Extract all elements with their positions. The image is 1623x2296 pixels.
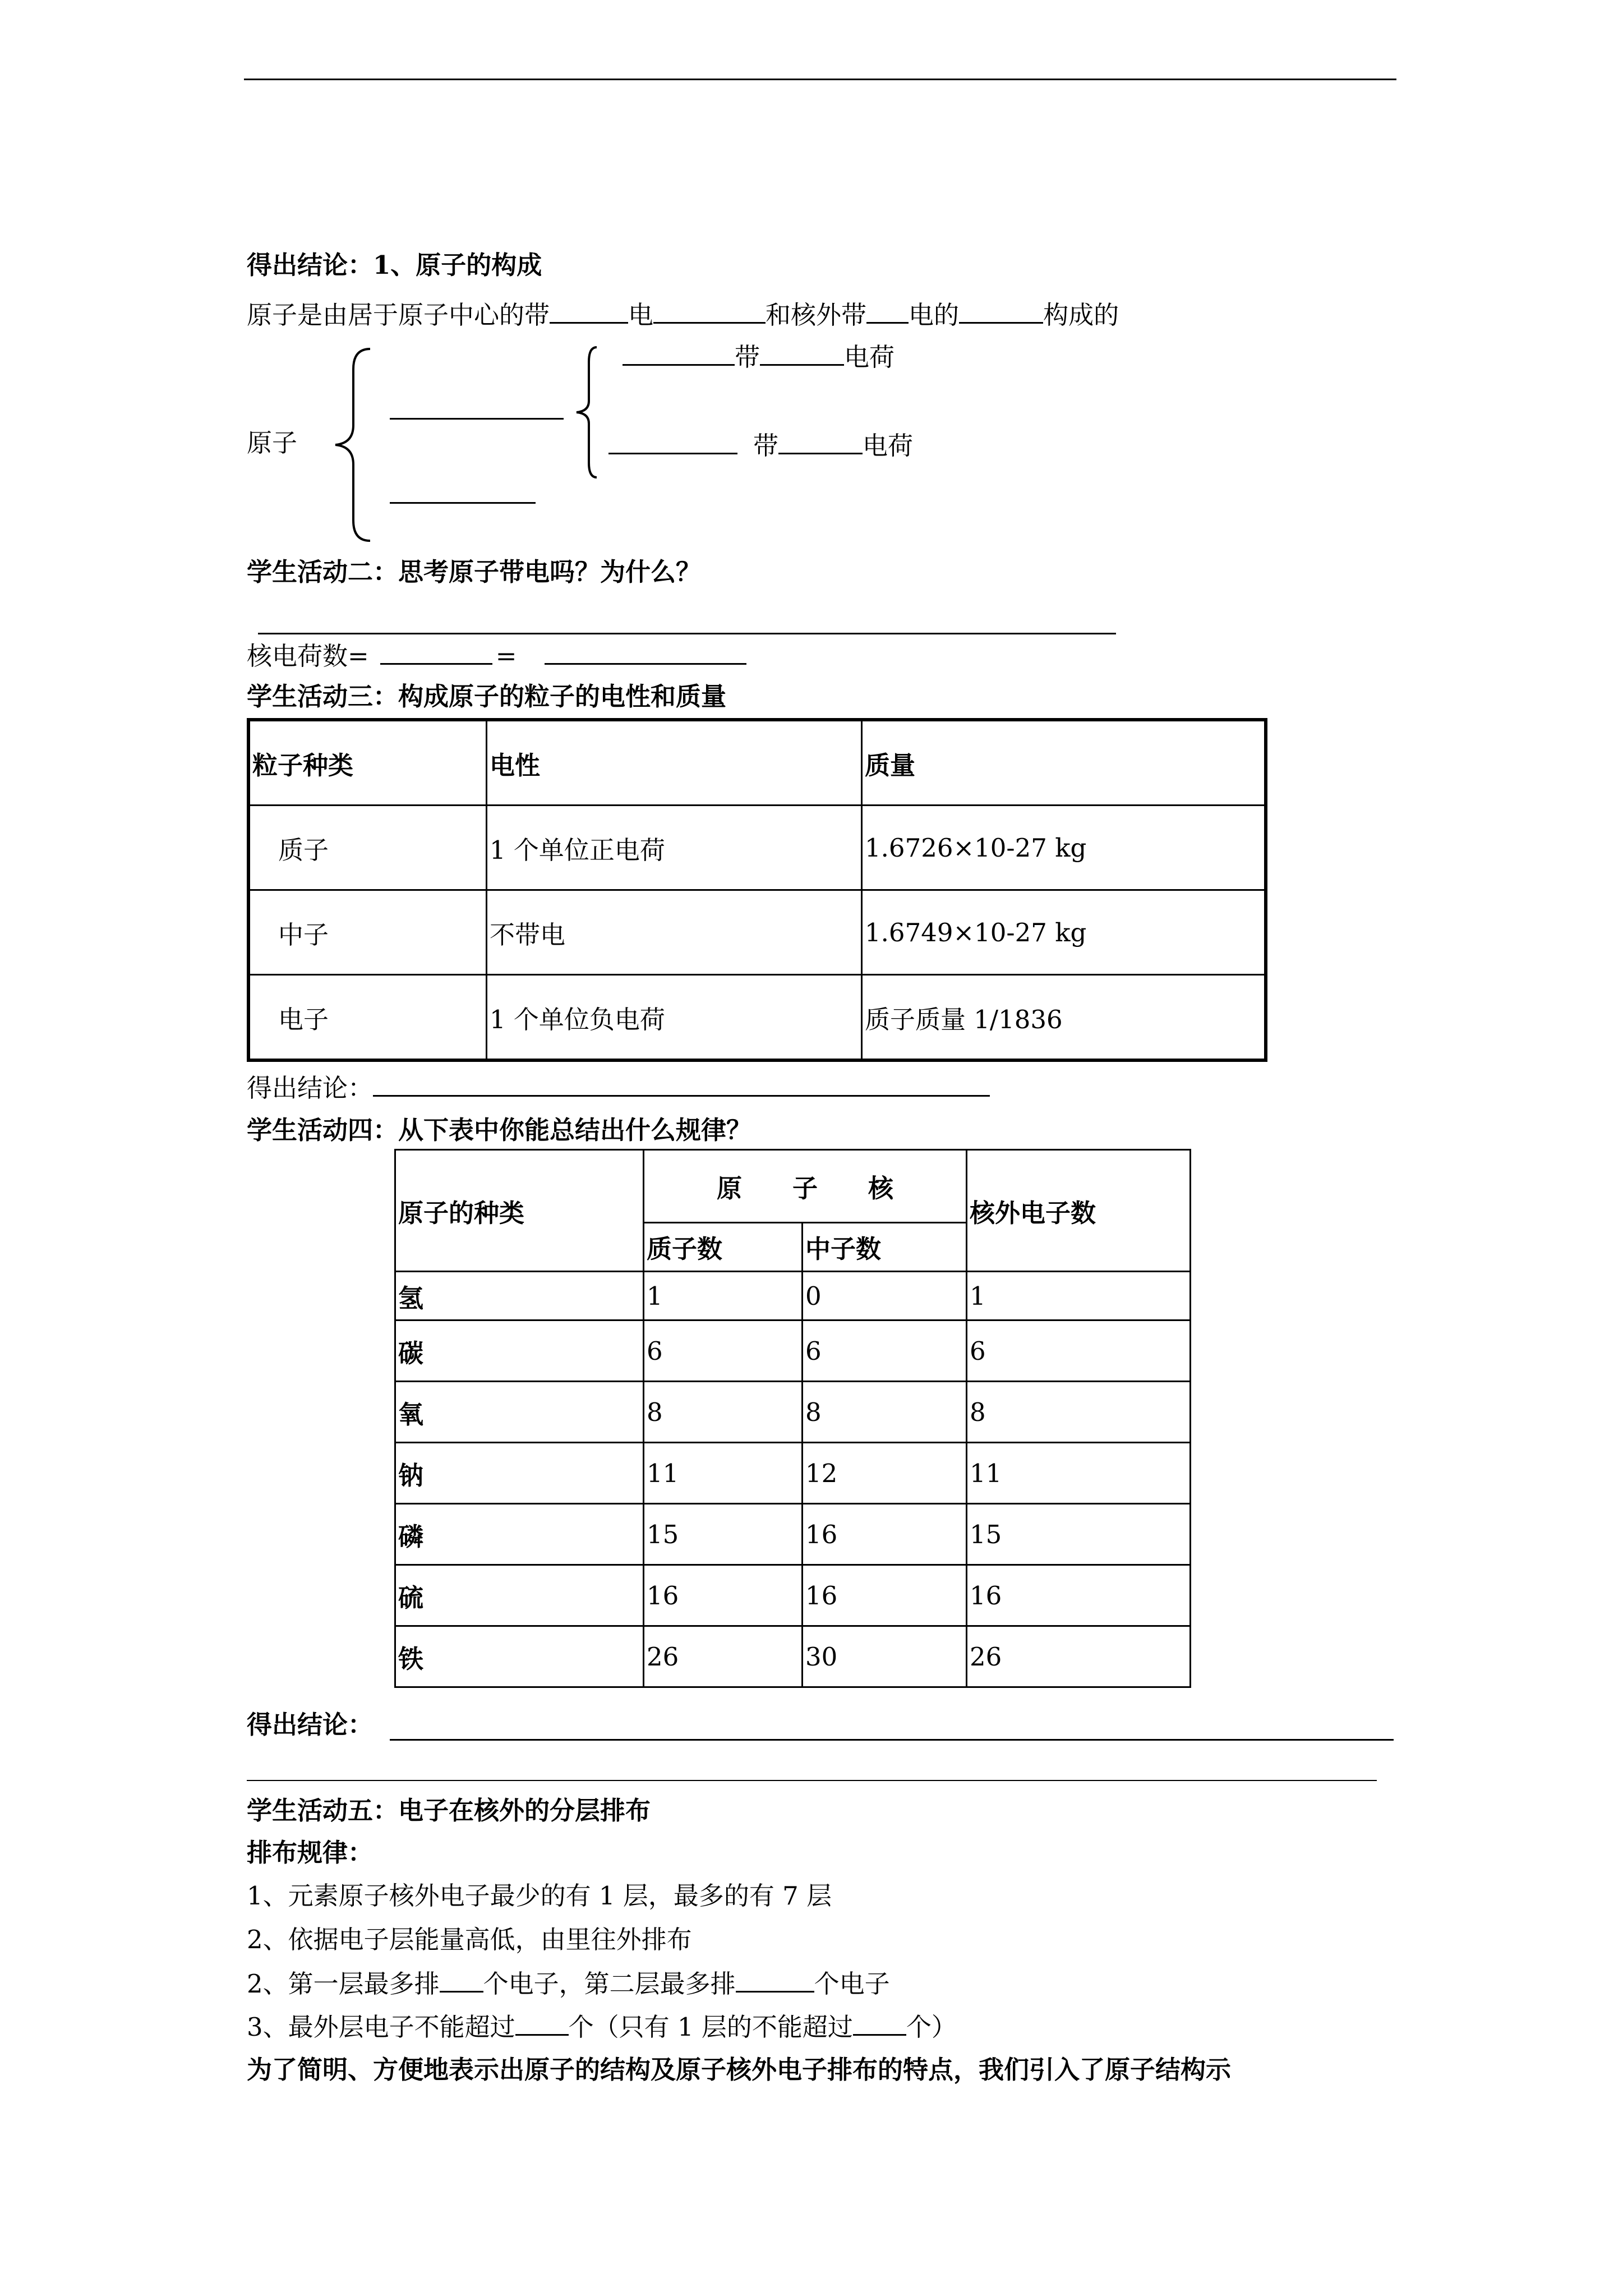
rule-4 [247,2009,957,2044]
diagram-row-2 [608,428,913,463]
blank-field[interactable] [550,297,628,324]
equals-sign: = [495,641,517,671]
charge-label: 电荷 [844,342,895,372]
blank-field[interactable] [853,2009,906,2036]
table-cell: 26 [644,1626,803,1687]
table-row [395,1320,1191,1382]
rule-text: 3、最外层电子不能超过 [247,2012,515,2042]
table-cell: 1 [644,1272,803,1320]
rule-text: 个电子 [814,1969,890,1999]
table-header: 电性 [487,720,862,806]
table-cell: 6 [644,1320,803,1382]
table-cell: 铁 [395,1626,644,1687]
blank-field[interactable] [390,502,536,504]
table-cell: 11 [967,1443,1191,1504]
table-cell: 不带电 [487,890,862,975]
rule-text: 个（只有 1 层的不能超过 [568,2012,853,2042]
rule-text: 个电子，第二层最多排 [483,1969,736,1999]
sentence-part: 和核外带 [766,300,867,330]
table-cell: 16 [803,1504,967,1565]
table-cell: 磷 [395,1504,644,1565]
table-cell: 碳 [395,1320,644,1382]
table-cell: 8 [644,1382,803,1443]
rule-text: 2、第一层最多排 [247,1969,440,1999]
table-cell: 电子 [248,975,487,1061]
conclusion1-heading: 得出结论：1、原子的构成 [247,250,542,280]
table-cell: 中子 [248,890,487,975]
table-cell: 硫 [395,1565,644,1626]
table-cell: 1 个单位负电荷 [487,975,862,1061]
table-row [395,1443,1191,1504]
atom-label: 原子 [247,428,298,458]
table-cell: 氢 [395,1272,644,1320]
table-row [395,1382,1191,1443]
blank-field[interactable] [623,339,735,366]
blank-field[interactable] [373,1070,990,1097]
table-header: 中子数 [803,1222,967,1271]
table-cell: 1 [967,1272,1191,1320]
table-header: 核外电子数 [967,1150,1191,1272]
table-cell: 质子质量 1/1836 [862,975,1266,1061]
table-cell: 16 [644,1565,803,1626]
table-cell: 16 [803,1565,967,1626]
blank-field[interactable] [866,297,909,324]
table-header: 粒子种类 [248,720,487,806]
table-cell: 12 [803,1443,967,1504]
table-row [248,806,1266,890]
left-brace [331,347,404,543]
table-cell: 16 [967,1565,1191,1626]
activity2-heading: 学生活动二：思考原子带电吗？为什么？ [247,557,702,587]
table-row [395,1272,1191,1320]
conclusion2-line [247,1070,990,1105]
nuclear-charge-line [247,638,746,673]
blank-field[interactable] [736,1966,814,1993]
table-cell: 26 [967,1626,1191,1687]
table-header: 质子数 [644,1222,803,1271]
diagram-row-1 [623,339,895,374]
table-cell: 1 个单位正电荷 [487,806,862,890]
particle-table [247,718,1267,1062]
closing-paragraph: 为了简明、方便地表示出原子的结构及原子核外电子排布的特点，我们引入了原子结构示 [247,2055,1232,2085]
table-row [395,1504,1191,1565]
sentence-part: 电的 [909,300,960,330]
answer-line[interactable] [247,1780,1377,1781]
table-cell: 6 [803,1320,967,1382]
table-cell: 15 [644,1504,803,1565]
band-label: 带 [753,431,779,461]
rule-3 [247,1966,890,2001]
table-cell: 质子 [248,806,487,890]
sentence-part: 构成的 [1043,300,1119,330]
table-cell: 15 [967,1504,1191,1565]
answer-line[interactable] [258,633,1116,634]
activity3-heading: 学生活动三：构成原子的粒子的电性和质量 [247,682,727,711]
rules-heading: 排布规律： [247,1838,374,1867]
table-row [248,890,1266,975]
blank-field[interactable] [608,428,737,454]
rule-2: 2、依据电子层能量高低，由里往外排布 [247,1925,692,1954]
table-header-row [395,1150,1191,1223]
charge-label: 电荷 [863,431,914,461]
header-rule [244,79,1396,80]
blank-field[interactable] [380,638,492,665]
blank-field[interactable] [390,418,564,420]
blank-field[interactable] [440,1966,483,1993]
table-row [395,1626,1191,1687]
table-row [395,1565,1191,1626]
table-cell: 8 [803,1382,967,1443]
table-cell: 11 [644,1443,803,1504]
atom-sentence [247,297,1119,332]
table-cell: 6 [967,1320,1191,1382]
conclusion2-label: 得出结论： [247,1073,374,1103]
table-header: 质量 [862,720,1266,806]
table-cell: 30 [803,1626,967,1687]
blank-field[interactable] [760,339,844,366]
nuclear-charge-label: 核电荷数= [247,641,369,671]
blank-field[interactable] [653,297,766,324]
blank-field[interactable] [515,2009,569,2036]
table-cell: 钠 [395,1443,644,1504]
blank-field[interactable] [778,428,863,454]
activity4-heading: 学生活动四：从下表中你能总结出什么规律？ [247,1115,752,1145]
band-label: 带 [735,342,760,372]
table-header: 原 子 核 [644,1150,967,1223]
table-header: 原子的种类 [395,1150,644,1272]
table-cell: 1.6726×10-27 kg [862,806,1266,890]
table-header-row [248,720,1266,806]
table-row [248,975,1266,1061]
table-cell: 8 [967,1382,1191,1443]
blank-field[interactable] [959,297,1043,324]
sentence-part: 电 [628,300,654,330]
blank-field[interactable] [545,638,746,665]
answer-line[interactable] [390,1739,1394,1741]
rule-text: 个） [906,2012,957,2042]
table-cell: 1.6749×10-27 kg [862,890,1266,975]
right-brace [572,345,606,480]
sentence-part: 原子是由居于原子中心的带 [247,300,550,330]
atom-composition-table [394,1149,1191,1688]
table-cell: 0 [803,1272,967,1320]
activity5-heading: 学生活动五：电子在核外的分层排布 [247,1796,651,1825]
table-cell: 氧 [395,1382,644,1443]
conclusion3-label: 得出结论： [247,1710,374,1740]
rule-1: 1、元素原子核外电子最少的有 1 层，最多的有 7 层 [247,1881,832,1911]
